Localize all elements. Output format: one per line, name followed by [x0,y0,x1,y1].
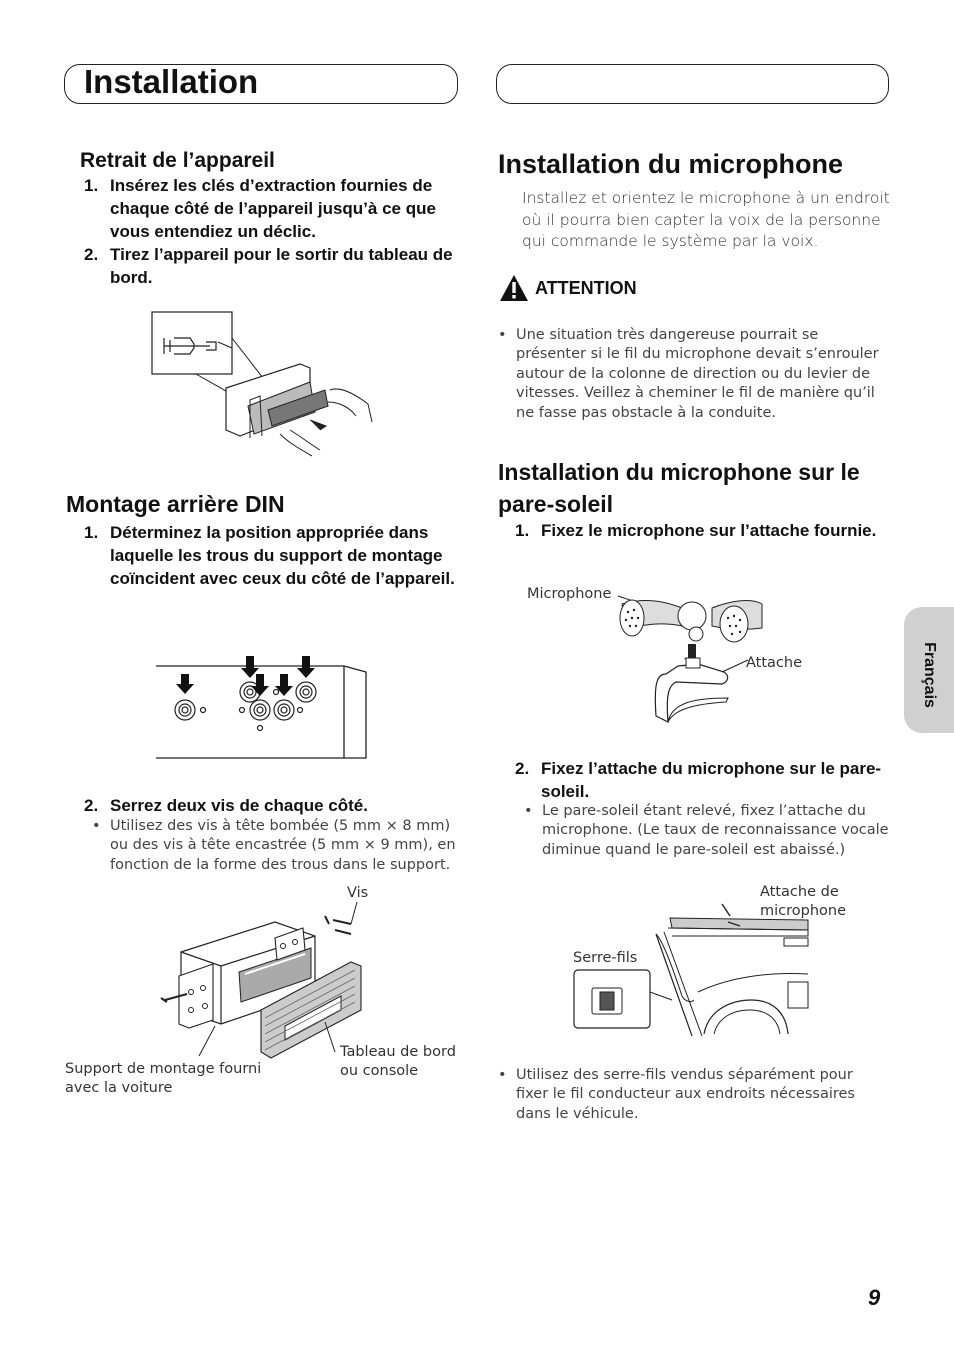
page-title: Installation [84,63,259,100]
microphone-clip-illustration [612,586,772,726]
serre-fils-note: • Utilisez des serre-fils vendus séparément pour fixer le fil conducteur aux endroits nécessaires dans le véhicule. [498,1067,855,1122]
attention-note: • Une situation très dangereuse pourrait se présenter si le fil du microphone devait s’enrouler autour de la colonne de direction ou du levier de vitesses. Veillez à cheminer le fil de manière qu’il ne fasse pas obstacle à la conduite. [498,327,879,421]
retrait-title: Retrait de l’appareil [80,149,275,172]
bracket-screws-illustration [155,902,370,1064]
holes-alignment-illustration [154,652,374,762]
montage-step-1: 1. Déterminez la position appropriée dans laquelle les trous du support de montage coïncident avec ceux du côté de l’appareil. [84,523,455,588]
retrait-step-1: 1. Insérez les clés d’extraction fournies de chaque côté de l’appareil jusqu’à ce que vous entendiez un déclic. [84,176,436,241]
removal-illustration [150,308,380,458]
montage-step-2: 2. Serrez deux vis de chaque côté. [84,796,368,815]
microphone-intro: Installez et orientez le microphone à un endroit où il pourra bien capter la voix de la personne qui commande le système par la voix. [522,189,890,250]
label-microphone: Microphone [527,586,612,602]
pare-soleil-title: Installation du microphone sur le pare-soleil [498,459,860,517]
label-support: Support de montage fourni avec la voiture [65,1061,262,1096]
warning-icon [499,274,529,302]
page-number: 9 [868,1285,881,1310]
montage-title: Montage arrière DIN [66,491,285,517]
header-right-box [496,64,889,104]
attention-heading [499,274,637,302]
windshield-illustration [572,900,812,1036]
label-attache: Attache [746,655,803,671]
montage-screws-note: • Utilisez des vis à tête bombée (5 mm × 8 mm) ou des vis à tête encastrée (5 mm × 9 mm), en fonction de la forme des trous dans le support. [92,818,456,873]
label-tableau: Tableau de bord ou console [340,1044,456,1079]
language-tab-label: Français [921,642,938,708]
label-vis: Vis [347,885,369,901]
attention-label: ATTENTION [535,277,637,298]
pare-soleil-note: • Le pare-soleil étant relevé, fixez l’attache du microphone. (Le taux de reconnaissance vocale diminue quand le pare-soleil est abaissé.) [524,803,889,858]
pare-soleil-step-1: 1. Fixez le microphone sur l’attache fournie. [515,521,877,540]
label-attache-microphone: Attache de microphone [760,884,847,919]
microphone-section-title: Installation du microphone [498,149,844,179]
retrait-step-2: 2. Tirez l’appareil pour le sortir du tableau de bord. [84,245,453,287]
pare-soleil-step-2: 2. Fixez l’attache du microphone sur le pare-soleil. [515,759,882,801]
label-serre-fils: Serre-fils [573,950,638,966]
